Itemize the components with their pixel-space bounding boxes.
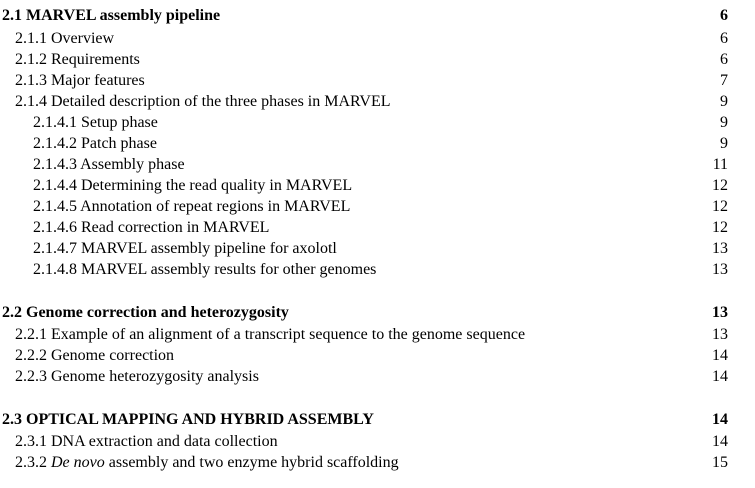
toc-entry[interactable] [0, 134, 755, 154]
toc-entry-page: 13 [712, 261, 728, 278]
toc-entry-page: 13 [712, 304, 728, 321]
toc-entry[interactable] [0, 155, 755, 175]
toc-entry[interactable] [0, 432, 755, 452]
toc-entry-page: 6 [720, 51, 728, 68]
toc-entry[interactable] [0, 176, 755, 196]
toc-entry[interactable] [0, 92, 755, 112]
toc-entry-title [15, 453, 399, 473]
toc-entry-title: 2.1.4.7 MARVEL assembly pipeline for axolotl [33, 240, 337, 257]
toc-entry-page: 12 [712, 198, 728, 215]
toc-entry-title: 2.1.4.3 Assembly phase [33, 156, 185, 173]
toc-entry-title: 2.1.4.8 MARVEL assembly results for other genomes [33, 261, 377, 278]
toc-entry-page: 6 [720, 30, 728, 47]
toc-entry-page: 14 [712, 347, 728, 364]
toc-entry-title: 2.1.4.2 Patch phase [33, 135, 157, 152]
toc-entry-page: 9 [720, 114, 728, 131]
toc-entry-page: 9 [720, 135, 728, 152]
toc-entry-page: 6 [720, 7, 728, 24]
toc-entry[interactable] [0, 303, 755, 323]
toc-entry-title: 2.1.3 Major features [15, 72, 145, 89]
toc-entry-title: 2.1.4.6 Read correction in MARVEL [33, 219, 270, 236]
toc-entry-title: 2.2.1 Example of an alignment of a transcript sequence to the genome sequence [15, 326, 526, 343]
toc-entry-page: 14 [712, 411, 728, 428]
toc-entry[interactable] [0, 6, 755, 26]
toc-entry[interactable] [0, 239, 755, 259]
toc-entry-page: 14 [712, 368, 728, 385]
toc-entry[interactable] [0, 218, 755, 238]
toc-entry[interactable] [0, 260, 755, 280]
toc-entry[interactable] [0, 29, 755, 49]
toc-entry[interactable] [0, 197, 755, 217]
toc-entry[interactable] [0, 346, 755, 366]
toc-entry-page: 9 [720, 93, 728, 110]
toc-entry-title: 2.1.4.4 Determining the read quality in MARVEL [33, 177, 353, 194]
toc-entry[interactable] [0, 113, 755, 133]
toc-entry-title: 2.1.4 Detailed description of the three phases in MARVEL [15, 93, 391, 110]
toc-entry-title: 2.1 MARVEL assembly pipeline [2, 7, 221, 24]
toc-entry-title: 2.2.2 Genome correction [15, 347, 175, 364]
toc-entry-page: 7 [720, 72, 728, 89]
toc-entry-page: 11 [712, 156, 728, 173]
toc-entry-title: 2.1.1 Overview [15, 30, 115, 47]
toc-entry-title-italic: De novo [51, 454, 105, 471]
toc-entry-page: 12 [712, 219, 728, 236]
toc-entry-page: 14 [712, 433, 728, 450]
toc-entry-title: 2.2 Genome correction and heterozygosity [2, 304, 289, 321]
toc-entry[interactable] [0, 367, 755, 387]
toc-entry-title: 2.3.1 DNA extraction and data collection [15, 433, 278, 450]
toc-entry-page: 13 [712, 240, 728, 257]
toc-entry[interactable] [0, 453, 755, 473]
toc-entry-page: 15 [712, 454, 728, 471]
toc-entry-title: 2.1.4.1 Setup phase [33, 114, 158, 131]
toc-entry[interactable] [0, 410, 755, 430]
toc-entry-title: 2.3 OPTICAL MAPPING AND HYBRID ASSEMBLY [2, 411, 374, 428]
toc-entry-title-prefix: 2.3.2 [15, 454, 51, 471]
toc-entry-page: 12 [712, 177, 728, 194]
toc-entry-title-suffix: assembly and two enzyme hybrid scaffolding [104, 454, 399, 471]
toc-entry-page: 13 [712, 326, 728, 343]
toc-entry[interactable] [0, 325, 755, 345]
toc-entry-title: 2.1.4.5 Annotation of repeat regions in MARVEL [33, 198, 351, 215]
toc-entry-title: 2.2.3 Genome heterozygosity analysis [15, 368, 259, 385]
toc-entry-title: 2.1.2 Requirements [15, 51, 140, 68]
toc-entry[interactable] [0, 71, 755, 91]
toc-entry[interactable] [0, 50, 755, 70]
